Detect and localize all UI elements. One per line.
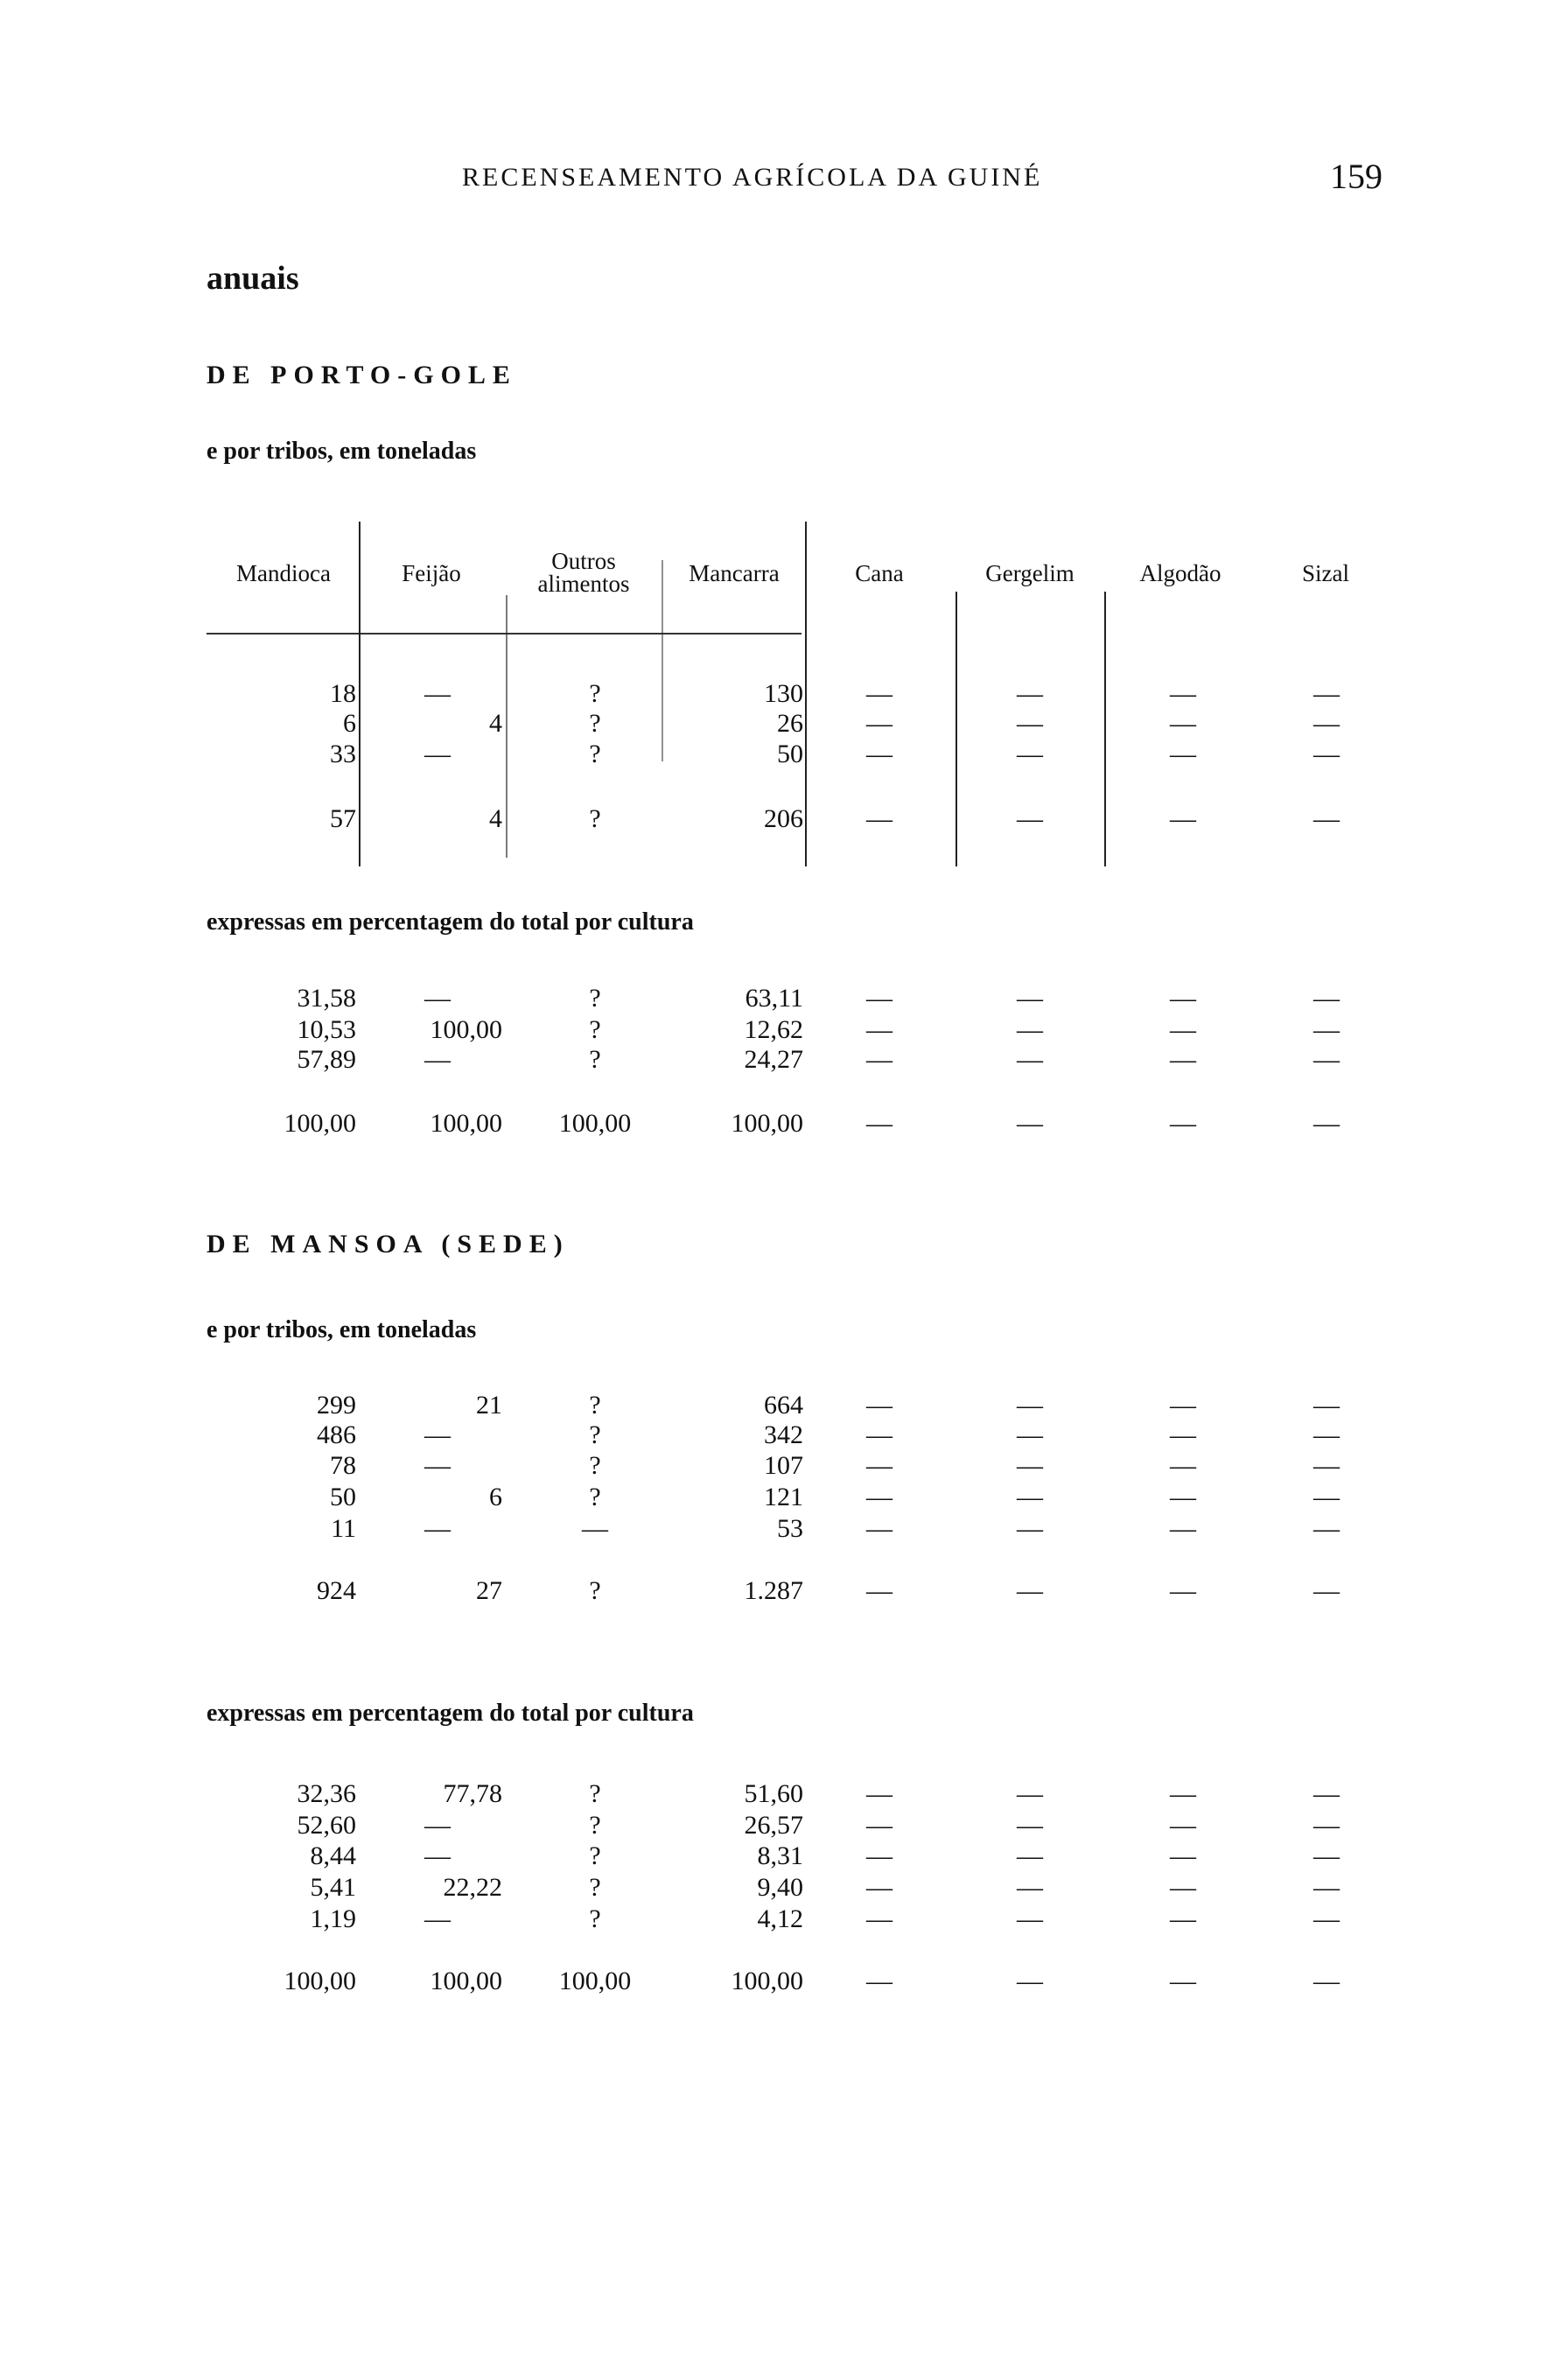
table-cell: 5,41 [310, 1873, 356, 1902]
table-cell: — [1170, 679, 1196, 708]
table-cell: — [1313, 1904, 1340, 1933]
table-cell: — [424, 1811, 451, 1840]
table-cell: — [866, 1514, 892, 1543]
table-cell: 9,40 [757, 1873, 803, 1902]
column-divider [1104, 592, 1106, 866]
table-cell: — [866, 1015, 892, 1044]
table-cell: — [1313, 984, 1340, 1013]
table-cell: 31,58 [297, 984, 356, 1013]
table-cell: — [866, 1873, 892, 1902]
table-cell: 4,12 [757, 1904, 803, 1933]
table-cell: — [1017, 1967, 1043, 1995]
table-cell: 27 [476, 1576, 502, 1605]
page-number: 159 [1330, 157, 1382, 196]
table-cell: ? [589, 1841, 601, 1870]
table-cell: — [866, 1483, 892, 1511]
table-cell: ? [589, 1420, 601, 1449]
table-cell: — [1170, 1967, 1196, 1995]
table-cell: — [1313, 1109, 1340, 1138]
table-cell: 664 [764, 1391, 803, 1420]
table-cell: 26 [777, 709, 803, 738]
table-cell: 26,57 [744, 1811, 803, 1840]
table-cell: — [866, 1779, 892, 1808]
table-cell: 100,00 [558, 1109, 632, 1138]
column-divider [359, 522, 360, 866]
table-cell: — [1017, 1841, 1043, 1870]
table-cell: 6 [343, 709, 356, 738]
table-cell: — [1313, 1576, 1340, 1605]
table-cell: — [1313, 804, 1340, 833]
table-cell: — [1313, 1015, 1340, 1044]
table-cell: — [866, 1420, 892, 1449]
column-divider [805, 522, 807, 866]
table-cell: — [866, 1841, 892, 1870]
subtitle-tonnes-mansoa: e por tribos, em toneladas [206, 1316, 477, 1343]
table-cell: — [866, 1904, 892, 1933]
table-cell: 342 [764, 1420, 803, 1449]
table-cell: 100,00 [430, 1967, 502, 1995]
table-cell: — [1170, 1576, 1196, 1605]
table-cell: 206 [764, 804, 803, 833]
table-cell: — [1017, 1483, 1043, 1511]
table-cell: — [1170, 1015, 1196, 1044]
table-cell: — [1170, 1109, 1196, 1138]
table-cell: 107 [764, 1451, 803, 1480]
column-divider [662, 560, 663, 761]
table-cell: ? [589, 1045, 601, 1074]
table-cell: 50 [777, 740, 803, 768]
table-cell: ? [589, 1904, 601, 1933]
table-cell: — [1313, 1967, 1340, 1995]
table-cell: — [1017, 804, 1043, 833]
table-cell: — [866, 1576, 892, 1605]
table-cell: — [1313, 1420, 1340, 1449]
table-cell: — [1313, 1391, 1340, 1420]
table-cell: 100,00 [430, 1109, 502, 1138]
table-cell: ? [589, 1451, 601, 1480]
table-cell: — [1017, 1873, 1043, 1902]
table-cell: — [424, 740, 451, 768]
subtitle-percent-porto-gole: expressas em percentagem do total por cultura [206, 908, 694, 936]
section-title-mansoa: DE MANSOA (SEDE) [206, 1230, 570, 1259]
table-cell: 4 [489, 804, 502, 833]
table-cell: 52,60 [297, 1811, 356, 1840]
table-cell: — [1017, 709, 1043, 738]
table-cell: — [424, 679, 451, 708]
page-heading: anuais [206, 260, 299, 297]
column-header-cana: Cana [855, 560, 904, 586]
table-cell: 486 [317, 1420, 356, 1449]
table-cell: 51,60 [744, 1779, 803, 1808]
table-cell: — [1017, 1779, 1043, 1808]
table-cell: 121 [764, 1483, 803, 1511]
table-cell: — [1017, 984, 1043, 1013]
table-cell: — [1313, 1779, 1340, 1808]
column-header-algodao: Algodão [1139, 560, 1222, 586]
column-divider [506, 595, 508, 858]
table-cell: — [1170, 1420, 1196, 1449]
table-cell: 57,89 [297, 1045, 356, 1074]
table-cell: — [424, 1904, 451, 1933]
table-cell: ? [589, 709, 601, 738]
table-cell: — [424, 984, 451, 1013]
table-cell: — [1313, 1451, 1340, 1480]
table-cell: 6 [489, 1483, 502, 1511]
table-cell: 924 [317, 1576, 356, 1605]
subtitle-percent-mansoa: expressas em percentagem do total por cultura [206, 1700, 694, 1727]
table-cell: — [424, 1045, 451, 1074]
table-cell: 57 [330, 804, 356, 833]
table-cell: — [1017, 1045, 1043, 1074]
table-cell: 11 [331, 1514, 356, 1543]
table-cell: — [866, 984, 892, 1013]
table-cell: ? [589, 1779, 601, 1808]
table-cell: 32,36 [297, 1779, 356, 1808]
table-cell: ? [589, 679, 601, 708]
table-cell: 100,00 [284, 1109, 356, 1138]
table-cell: — [1313, 679, 1340, 708]
table-cell: — [1170, 1045, 1196, 1074]
table-cell: 100,00 [731, 1109, 803, 1138]
table-cell: — [1170, 1779, 1196, 1808]
table-cell: — [1313, 740, 1340, 768]
table-cell: 21 [476, 1391, 502, 1420]
table-cell: 100,00 [558, 1967, 632, 1995]
table-cell: — [866, 1391, 892, 1420]
table-cell: 77,78 [443, 1779, 502, 1808]
table-cell: — [1313, 709, 1340, 738]
table-cell: — [1017, 679, 1043, 708]
table-cell: — [1017, 1420, 1043, 1449]
table-cell: ? [589, 1015, 601, 1044]
table-cell: 33 [330, 740, 356, 768]
table-cell: 63,11 [745, 984, 803, 1013]
table-cell: — [1017, 1109, 1043, 1138]
table-cell: 8,31 [757, 1841, 803, 1870]
table-cell: — [1017, 1015, 1043, 1044]
table-cell: — [1017, 1811, 1043, 1840]
subtitle-tonnes-porto-gole: e por tribos, em toneladas [206, 438, 477, 465]
column-header-sizal: Sizal [1302, 560, 1349, 586]
table-cell: — [424, 1451, 451, 1480]
table-cell: 78 [330, 1451, 356, 1480]
table-cell: 1,19 [310, 1904, 356, 1933]
table-cell: — [866, 804, 892, 833]
table-cell: 299 [317, 1391, 356, 1420]
section-title-porto-gole: DE PORTO-GOLE [206, 361, 517, 389]
table-cell: — [866, 1109, 892, 1138]
table-cell: — [866, 709, 892, 738]
table-cell: — [1170, 1483, 1196, 1511]
header-rule [206, 633, 802, 635]
table-cell: — [1170, 984, 1196, 1013]
table-cell: — [1170, 1841, 1196, 1870]
column-header-gergelim: Gergelim [985, 560, 1074, 586]
table-cell: — [1313, 1873, 1340, 1902]
table-cell: 130 [764, 679, 803, 708]
table-cell: 18 [330, 679, 356, 708]
table-cell: 1.287 [744, 1576, 803, 1605]
column-header-feijao: Feijão [402, 560, 461, 586]
table-cell: — [582, 1514, 608, 1543]
table-cell: — [1170, 1811, 1196, 1840]
column-header-mancarra: Mancarra [689, 560, 780, 586]
table-cell: — [424, 1420, 451, 1449]
table-cell: — [424, 1841, 451, 1870]
table-cell: — [1170, 1391, 1196, 1420]
table-cell: ? [589, 1483, 601, 1511]
table-cell: ? [589, 740, 601, 768]
table-cell: ? [589, 984, 601, 1013]
table-cell: 53 [777, 1514, 803, 1543]
table-cell: — [866, 1045, 892, 1074]
running-header: RECENSEAMENTO AGRÍCOLA DA GUINÉ [462, 163, 1043, 192]
table-cell: 100,00 [284, 1967, 356, 1995]
table-cell: — [1170, 709, 1196, 738]
table-cell: 22,22 [443, 1873, 502, 1902]
table-cell: — [1170, 1451, 1196, 1480]
table-cell: ? [589, 1576, 601, 1605]
table-cell: — [866, 1811, 892, 1840]
column-header-mandioca: Mandioca [236, 560, 331, 586]
table-cell: — [1017, 740, 1043, 768]
table-cell: — [866, 740, 892, 768]
table-cell: — [1313, 1045, 1340, 1074]
table-cell: — [1313, 1483, 1340, 1511]
table-cell: 50 [330, 1483, 356, 1511]
table-cell: ? [589, 1391, 601, 1420]
table-cell: — [1170, 1904, 1196, 1933]
table-cell: — [866, 1967, 892, 1995]
table-cell: — [1313, 1841, 1340, 1870]
table-cell: — [1170, 1514, 1196, 1543]
table-cell: — [1017, 1904, 1043, 1933]
table-cell: — [1313, 1514, 1340, 1543]
table-cell: ? [589, 1873, 601, 1902]
table-cell: ? [589, 1811, 601, 1840]
column-divider [956, 592, 957, 866]
table-cell: — [1170, 740, 1196, 768]
table-cell: 12,62 [744, 1015, 803, 1044]
table-cell: — [866, 679, 892, 708]
table-cell: — [1017, 1451, 1043, 1480]
table-cell: 8,44 [310, 1841, 356, 1870]
table-cell: — [424, 1514, 451, 1543]
table-cell: 24,27 [744, 1045, 803, 1074]
table-cell: — [1170, 804, 1196, 833]
table-cell: — [1017, 1576, 1043, 1605]
table-cell: ? [589, 804, 601, 833]
column-header-outros-alimentos: Outros alimentos [537, 548, 630, 597]
table-cell: — [1170, 1873, 1196, 1902]
table-cell: 100,00 [731, 1967, 803, 1995]
table-cell: 10,53 [297, 1015, 356, 1044]
table-cell: 4 [489, 709, 502, 738]
table-cell: — [1313, 1811, 1340, 1840]
table-cell: — [1017, 1391, 1043, 1420]
table-cell: — [1017, 1514, 1043, 1543]
table-cell: 100,00 [430, 1015, 502, 1044]
table-cell: — [866, 1451, 892, 1480]
